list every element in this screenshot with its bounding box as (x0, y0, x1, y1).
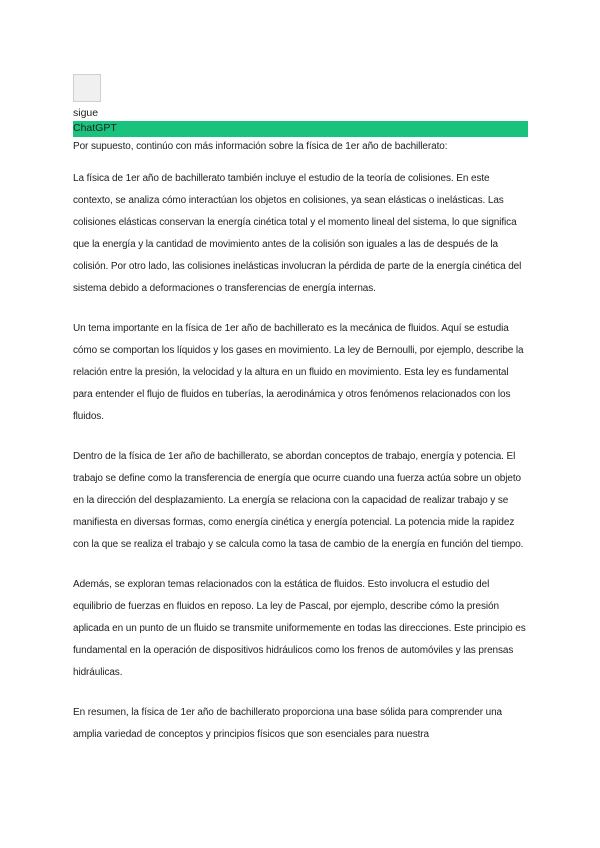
user-avatar (73, 74, 101, 102)
assistant-response (73, 136, 528, 764)
user-message: sigue (73, 107, 99, 119)
response-paragraph: La física de 1er año de bachillerato también incluye el estudio de la teoría de colisiones. En este contexto, se analiza cómo interactúan los objetos en colisiones, ya sean elásticas o inelásticas. Las colisiones elásticas conservan la energía cinética total y el momento lineal del sistema, lo que significa que la energía y la cantidad de movimiento antes de la colisión son iguales a las de después de la colisión. Por otro lado, las colisiones inelásticas involucran la pérdida de parte de la energía cinética del sistema debido a deformaciones o transferencias de energía internas. (73, 173, 522, 294)
response-intro: Por supuesto, continúo con más información sobre la física de 1er año de bachillerato: (73, 141, 448, 152)
response-paragraph: En resumen, la física de 1er año de bachillerato proporciona una base sólida para comprender una amplia variedad de conceptos y principios físicos que son esenciales para nuestra (73, 707, 503, 740)
response-paragraph: Un tema importante en la física de 1er año de bachillerato es la mecánica de fluidos. Aquí se estudia cómo se comportan los líquidos y los gases en movimiento. La ley de Bernoulli, por ejemplo, describe la relación entre la presión, la velocidad y la altura en un fluido en movimiento. Esta ley es fundamental para entender el flujo de fluidos en tuberías, la aerodinámica y otros fenómenos relacionados con los fluidos. (73, 323, 524, 422)
assistant-label: ChatGPT (73, 122, 117, 134)
assistant-header-bar (73, 121, 528, 137)
response-paragraph: Además, se exploran temas relacionados con la estática de fluidos. Esto involucra el estudio del equilibrio de fuerzas en fluidos en reposo. La ley de Pascal, por ejemplo, describe cómo la presión aplicada en un punto de un fluido se transmite uniformemente en todas las direcciones. Este principio es fundamental en la operación de dispositivos hidráulicos como los frenos de automóviles y las prensas hidráulicas. (73, 579, 526, 678)
response-paragraph: Dentro de la física de 1er año de bachillerato, se abordan conceptos de trabajo, energía y potencia. El trabajo se define como la transferencia de energía que ocurre cuando una fuerza actúa sobre un objeto en la dirección del desplazamiento. La energía se relaciona con la capacidad de realizar trabajo y se manifiesta en diversas formas, como energía cinética y energía potencial. La potencia mide la rapidez con la que se realiza el trabajo y se calcula como la tasa de cambio de la energía en función del tiempo. (73, 451, 524, 550)
